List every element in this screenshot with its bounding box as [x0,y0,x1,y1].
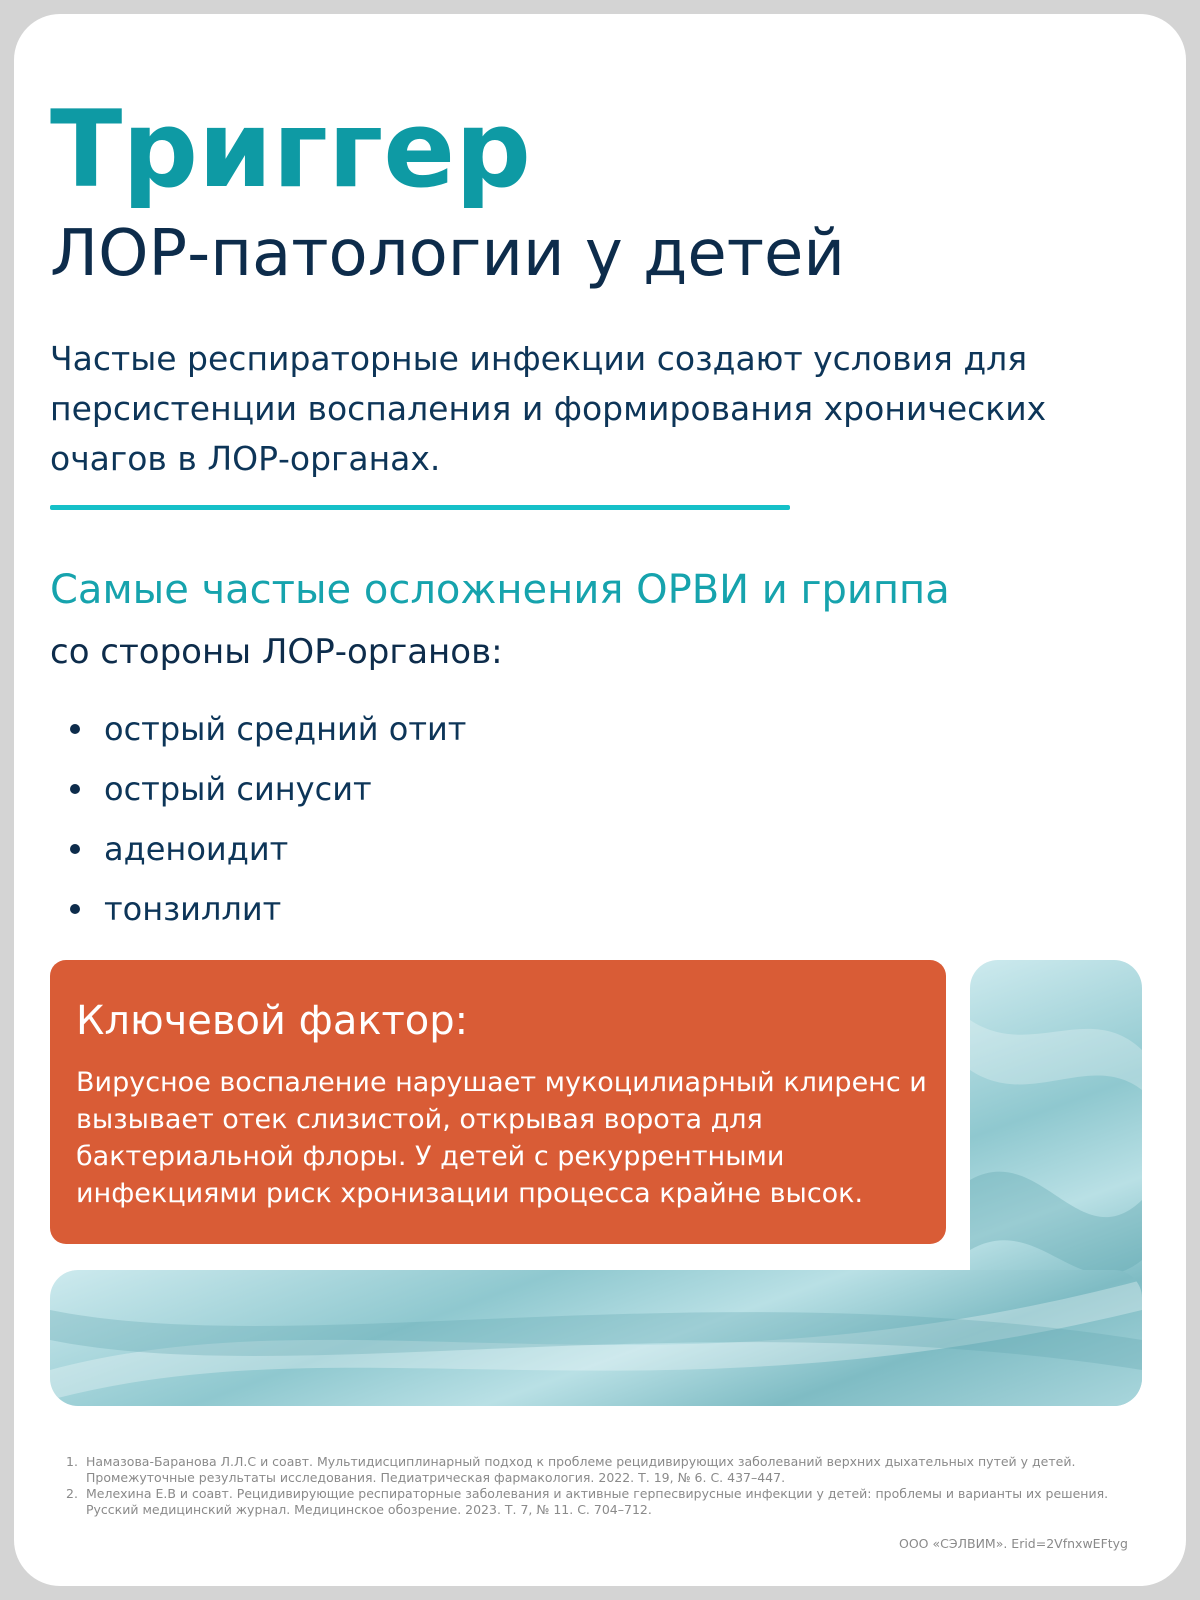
bullet-icon [70,784,80,794]
reference-number: 2. [66,1486,78,1501]
intro-paragraph: Частые респираторные инфекции создают условия для персистенции воспаления и формирования хронических очагов в ЛОР-органах. [50,339,1047,478]
list-item [50,759,466,819]
reference-text: Намазова-Баранова Л.Л.С и соавт. Мультидисциплинарный подход к проблеме рецидивирующих заболеваний верхних дыхательных путей у детей. Промежуточные результаты исследования. Педиатрическая фармакология. 2022. Т. 19, № 6. С. 437–447. [86,1454,1076,1485]
list-item-label: аденоидит [104,830,289,868]
section-divider [50,505,790,510]
bullet-icon [70,724,80,734]
key-factor-title: Ключевой фактор: [76,998,469,1044]
reference-item [66,1486,1126,1518]
references-list [66,1454,1126,1518]
reference-number: 1. [66,1454,78,1469]
list-item-label: острый синусит [104,770,372,808]
key-factor-box [50,960,946,1244]
complications-subheading: со стороны ЛОР-органов: [50,632,503,672]
page-subtitle: ЛОР-патологии у детей [50,217,845,291]
list-item-label: острый средний отит [104,710,467,748]
complications-heading: Самые частые осложнения ОРВИ и гриппа [50,567,950,613]
reference-item [66,1454,1126,1486]
company-erid: ООО «СЭЛВИМ». Erid=2VfnxwEFtyg [899,1536,1128,1551]
silk-image-bottom [50,1270,1142,1406]
poster-card [14,14,1186,1586]
page-title: Триггер [50,88,531,211]
bullet-icon [70,844,80,854]
list-item [50,819,466,879]
reference-text: Мелехина Е.В и соавт. Рецидивирующие респираторные заболевания и активные герпесвирусные инфекции у детей: проблемы и варианты их решения. Русский медицинский журнал. Медицинское обозрение. 2023. Т. 7, № 11. С. 704–712. [86,1486,1109,1517]
key-factor-text: Вирусное воспаление нарушает мукоцилиарный клиренс и вызывает отек слизистой, открывая ворота для бактериальной флоры. У детей с рекуррентными инфекциями риск хронизации процесса крайне высок. [76,1067,927,1209]
complications-list [50,699,466,939]
list-item [50,699,466,759]
list-item-label: тонзиллит [104,890,282,928]
list-item [50,879,466,939]
bullet-icon [70,904,80,914]
